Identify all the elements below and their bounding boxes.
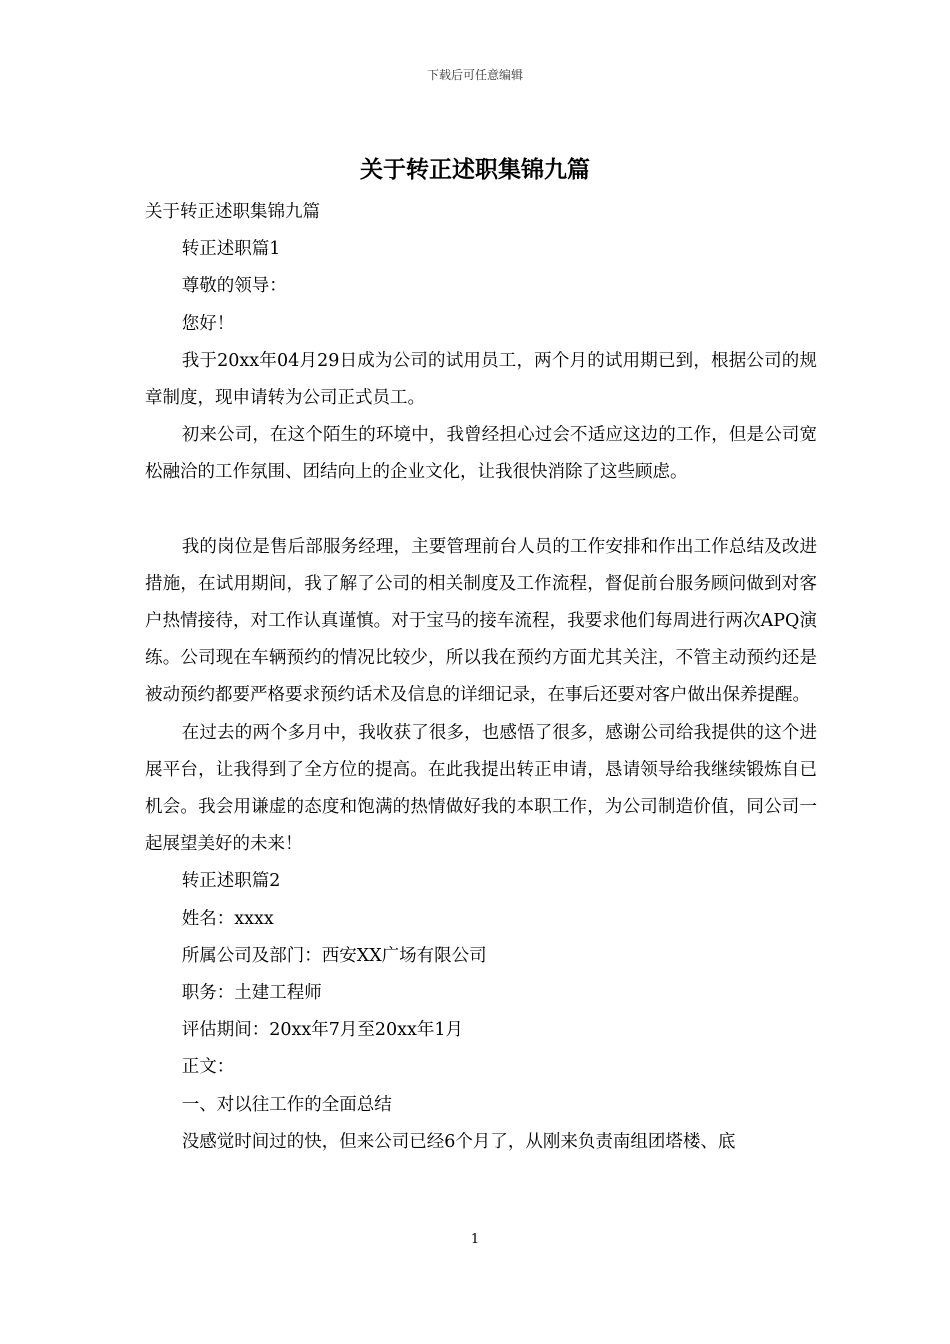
- body-paragraph: 我的岗位是售后部服务经理，主要管理前台人员的工作安排和作出工作总结及改进措施，在试用期间，我了解了公司的相关制度及工作流程，督促前台服务顾问做到对客户热情接待，对工作认真谨慎。对于宝马的接车流程，我要求他们每周进行两次APQ演练。公司现在车辆预约的情况比较少，所以我在预约方面尤其关注，不管主动预约还是被动预约都要严格要求预约话术及信息的详细记录，在事后还要对客户做出保养提醒。: [145, 536, 817, 706]
- info-line-body-label: 正文：: [181, 1057, 235, 1078]
- section-heading: 转正述职篇2: [181, 871, 281, 892]
- body-paragraph: 没感觉时间过的快，但来公司已经6个月了，从刚来负责南组团塔楼、底: [181, 1131, 736, 1152]
- info-line-position: 职务：土建工程师: [181, 983, 322, 1004]
- salutation: 尊敬的领导：: [181, 276, 287, 297]
- section-heading: 转正述职篇1: [181, 239, 281, 260]
- info-line-period: 评估期间：20xx年7月至20xx年1月: [181, 1020, 464, 1041]
- info-line-name: 姓名：xxxx: [181, 908, 274, 929]
- header-note: 下载后可任意编辑: [426, 68, 523, 82]
- info-line-department: 所属公司及部门：西安XX广场有限公司: [181, 945, 487, 966]
- body-paragraph: 在过去的两个多月中，我收获了很多，也感悟了很多，感谢公司给我提供的这个进展平台，让我得到了全方位的提高。在此我提出转正申请，恳请领导给我继续锻炼自已机会。我会用谦虚的态度和饱满的热情做好我的本职工作，为公司制造价值，同公司一起展望美好的未来！: [145, 722, 817, 855]
- body-paragraph: 我于20xx年04月29日成为公司的试用员工，两个月的试用期已到，根据公司的规章制度，现申请转为公司正式员工。: [145, 350, 817, 409]
- greeting: 您好！: [181, 313, 235, 334]
- document-body: [145, 194, 817, 1161]
- page-number: 1: [470, 1232, 480, 1247]
- body-paragraph: 初来公司，在这个陌生的环境中，我曾经担心过会不适应这边的工作，但是公司宽松融洽的工作氛围、团结向上的企业文化，让我很快消除了这些顾虑。: [145, 425, 817, 483]
- document-title: 关于转正述职集锦九篇: [360, 156, 590, 183]
- subtitle-paragraph: 关于转正述职集锦九篇: [145, 202, 320, 222]
- subsection-heading: 一、对以往工作的全面总结: [181, 1094, 392, 1115]
